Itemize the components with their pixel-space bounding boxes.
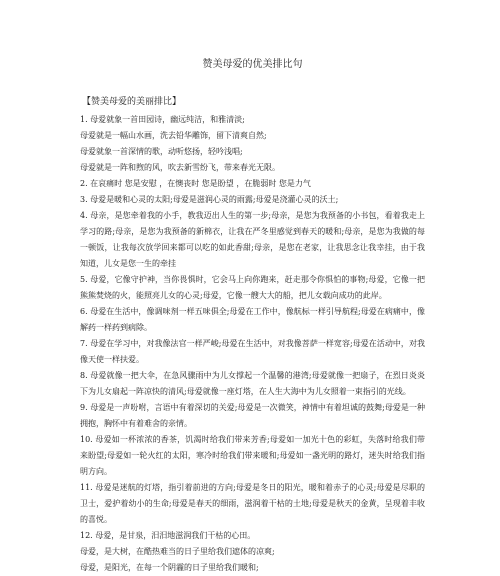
- paragraph-12b: 母爱，是大树，在酷热难当的日子里给我们遮体的凉爽;: [80, 547, 275, 556]
- paragraph-6: 6. 母爱在生活中，像调味剂一样五味俱全;母爱在工作中，像航标一样引导航程;母爱在病痛中，像解药一样药到病除。: [80, 307, 425, 332]
- paragraph-1: 1. 母爱就象一首田园诗，幽远纯洁，和雅清淡;: [80, 115, 245, 124]
- paragraph-8: 8. 母爱就像一把大伞，在急风骤雨中为儿女撑起一个温馨的港湾;母爱就像一把扇子，在烈日炎炎下为儿女扇起一阵凉快的清风;母爱就像一座灯塔，在人生大海中为儿女照着一束指引的光线。: [80, 371, 425, 396]
- paragraph-11: 11. 母爱是迷航的灯塔，指引着前进的方向;母爱是冬日的阳光，暖和着赤子的心灵;母爱是尽职的卫士，爱护着幼小的生命;母爱是春天的细雨，滋润着干枯的土地;母爱是秋天的金黄，呈现着丰收的喜悦。: [80, 483, 425, 524]
- paragraph-3: 3. 母爱是暖和心灵的太阳;母爱是滋润心灵的雨露;母爱是浇灌心灵的沃土;: [80, 195, 339, 204]
- paragraph-9: 9. 母爱是一声吩咐，言语中有着深切的关爱;母爱是一次微笑，神情中有着坦诚的鼓舞;母爱是一种拥抱，胸怀中有着难舍的亲情。: [80, 403, 425, 428]
- paragraph-12c: 母爱，是阳光，在每一个阴霾的日子里给我们暖和;: [80, 563, 259, 572]
- paragraph-12: 12. 母爱，是甘泉，汨汨地滋润我们干枯的心田。: [80, 531, 256, 540]
- document-title: 赞美母爱的优美排比句: [202, 59, 303, 70]
- paragraph-1d: 母爱就是一阵和煦的风，吹去新雪纷飞，带来春光无限。: [80, 163, 280, 172]
- paragraph-5: 5. 母爱，它像守护神，当你畏惧时，它会马上向你跑来，赶走那令你惧怕的事物;母爱，它像一把熊熊焚烧的火，能照亮儿女的心灵;母爱，它像一艘大大的船，把儿女载向成功的此岸。: [80, 275, 425, 300]
- paragraph-4: 4. 母亲，是您牵着我的小手，教我迈出人生的第一步;母亲，是您为我预备的小书包，看着我走上学习的路;母亲，是您为我预备的新棉衣，让我在严冬里感觉到春天的暖和;母亲，是您为我做的每一顿饭，让我每次放学回来都可以吃的如此香甜;母亲，是您在老家，让我思念让我幸挂，由于我知道，儿女是您一生的牵挂: [80, 211, 425, 268]
- paragraph-10: 10. 母爱如一杯浓浓的香茶，饥渴时给我们带来芳香;母爱如一加光十色的彩虹，失落时给我们带来盼望;母爱如一轮火红的太阳，寒冷时给我们带来暖和;母爱如一盏光明的路灯，迷失时给我们指明方向。: [80, 435, 425, 476]
- paragraph-1c: 母爱就象一首深情的歌，动听悠扬，轻吟浅唱;: [80, 147, 243, 156]
- paragraph-1b: 母爱就是一幅山水画，洗去铅华雕饰，留下清爽自然;: [80, 131, 267, 140]
- paragraph-7: 7. 母爱在学习中，对我像法官一样严峻;母爱在生活中，对我像菩萨一样宽容;母爱在活动中，对我像天使一样扶爱。: [80, 339, 425, 364]
- section-header: 【赞美母爱的美丽排比】: [82, 97, 182, 107]
- paragraph-2: 2. 在哀痛时 您是安慰 ，在懊丧时 您是盼望 ，在脆弱时 您是力气: [80, 179, 311, 188]
